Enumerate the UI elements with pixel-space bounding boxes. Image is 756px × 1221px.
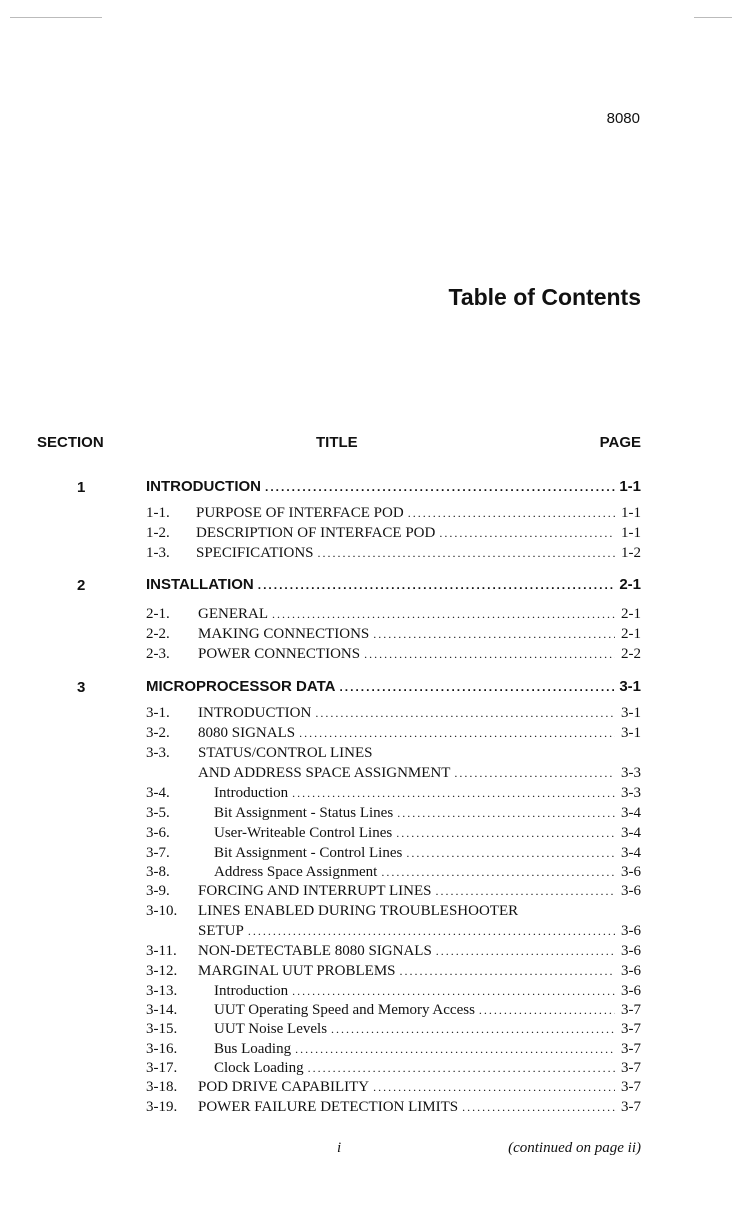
entry-number: 2-3.	[146, 646, 170, 662]
entry-number: 1-1.	[146, 505, 170, 521]
section-number: 3	[77, 679, 86, 696]
scan-edge-line	[694, 17, 732, 18]
toc-entry	[146, 825, 641, 845]
entry-page: 1-1	[621, 525, 641, 541]
entry-number: 3-12.	[146, 963, 178, 979]
entry-number: 3-13.	[146, 983, 178, 999]
toc-entry	[146, 1021, 641, 1041]
entry-page: 2-1	[621, 626, 641, 642]
dot-leader	[315, 706, 615, 721]
dot-leader	[265, 480, 615, 494]
entry-title: Bit Assignment - Status Lines	[214, 805, 394, 821]
entry-title: 8080 SIGNALS	[198, 725, 296, 741]
entry-page: 3-6	[621, 963, 641, 979]
toc-entry	[146, 1002, 641, 1022]
entry-title: MARGINAL UUT PROBLEMS	[198, 963, 396, 979]
entry-page: 1-1	[621, 505, 641, 521]
toc-section-entry	[146, 678, 641, 698]
entry-title: PURPOSE OF INTERFACE POD	[196, 505, 404, 521]
dot-leader	[381, 865, 615, 880]
dot-leader	[295, 1042, 615, 1057]
dot-leader	[373, 627, 615, 642]
toc-entry	[146, 626, 641, 646]
entry-page: 3-7	[621, 1060, 641, 1076]
dot-leader	[258, 578, 615, 592]
toc-entry	[146, 883, 641, 903]
toc-entry	[146, 1079, 641, 1099]
dot-leader	[436, 884, 616, 899]
column-header-title: TITLE	[316, 434, 358, 451]
entry-page: 3-1	[621, 705, 641, 721]
dot-leader	[331, 1022, 615, 1037]
entry-page: 3-6	[621, 923, 641, 939]
entry-page: 3-4	[621, 845, 641, 861]
entry-number: 1-2.	[146, 525, 170, 541]
entry-title: SPECIFICATIONS	[196, 545, 314, 561]
dot-leader	[364, 647, 615, 662]
dot-leader	[292, 984, 615, 999]
entry-number: 3-6.	[146, 825, 170, 841]
entry-number: 3-4.	[146, 785, 170, 801]
entry-title: Introduction	[214, 983, 289, 999]
entry-page: 3-4	[621, 805, 641, 821]
section-page: 1-1	[619, 478, 641, 495]
dot-leader	[396, 826, 615, 841]
toc-entry	[146, 745, 641, 765]
entry-title: GENERAL	[198, 606, 268, 622]
entry-page: 3-3	[621, 785, 641, 801]
entry-number: 1-3.	[146, 545, 170, 561]
entry-title: FORCING AND INTERRUPT LINES	[198, 883, 432, 899]
entry-page: 1-2	[621, 545, 641, 561]
dot-leader	[454, 766, 615, 781]
entry-number: 3-16.	[146, 1041, 178, 1057]
entry-title: LINES ENABLED DURING TROUBLESHOOTER	[198, 903, 519, 919]
dot-leader	[318, 546, 615, 561]
page-title: Table of Contents	[448, 284, 641, 310]
dot-leader	[436, 944, 615, 959]
entry-title: POD DRIVE CAPABILITY	[198, 1079, 370, 1095]
section-page: 3-1	[619, 678, 641, 695]
entry-number: 3-19.	[146, 1099, 178, 1115]
section-number: 2	[77, 577, 86, 594]
footer-page-number: i	[337, 1140, 342, 1156]
entry-number: 3-8.	[146, 864, 170, 880]
toc-entry	[146, 805, 641, 825]
column-header-section: SECTION	[37, 434, 104, 451]
dot-leader	[308, 1061, 615, 1076]
entry-page: 3-4	[621, 825, 641, 841]
toc-entry	[146, 646, 641, 666]
toc-entry-continuation	[146, 765, 641, 785]
toc-section-entry	[146, 576, 641, 596]
section-title: INSTALLATION	[146, 576, 254, 593]
dot-leader	[408, 506, 615, 521]
entry-page: 3-6	[621, 943, 641, 959]
entry-title: Bus Loading	[214, 1041, 292, 1057]
entry-number: 3-5.	[146, 805, 170, 821]
entry-title: Address Space Assignment	[214, 864, 378, 880]
dot-leader	[397, 806, 615, 821]
section-title: MICROPROCESSOR DATA	[146, 678, 336, 695]
entry-number: 3-7.	[146, 845, 170, 861]
dot-leader	[479, 1003, 615, 1018]
toc-entry	[146, 903, 641, 923]
entry-number: 3-15.	[146, 1021, 178, 1037]
dot-leader	[406, 846, 615, 861]
toc-entry	[146, 963, 641, 983]
entry-page: 3-7	[621, 1099, 641, 1115]
toc-entry-continuation	[146, 923, 641, 943]
dot-leader	[248, 924, 615, 939]
entry-number: 2-1.	[146, 606, 170, 622]
entry-title: POWER CONNECTIONS	[198, 646, 361, 662]
toc-entry	[146, 943, 641, 963]
section-number: 1	[77, 479, 86, 496]
entry-page: 3-7	[621, 1002, 641, 1018]
entry-title: MAKING CONNECTIONS	[198, 626, 370, 642]
entry-page: 3-7	[621, 1079, 641, 1095]
dot-leader	[339, 680, 615, 694]
entry-page: 3-7	[621, 1021, 641, 1037]
column-header-page: PAGE	[599, 434, 641, 451]
dot-leader	[299, 726, 615, 741]
toc-entry	[146, 525, 641, 545]
entry-title: STATUS/CONTROL LINES	[198, 745, 373, 761]
section-title: INTRODUCTION	[146, 478, 261, 495]
dot-leader	[373, 1080, 615, 1095]
entry-page: 3-1	[621, 725, 641, 741]
header-model-number: 8080	[606, 110, 640, 127]
toc-entry	[146, 545, 641, 565]
entry-number: 3-18.	[146, 1079, 178, 1095]
toc-entry	[146, 505, 641, 525]
section-page: 2-1	[619, 576, 641, 593]
entry-title: UUT Operating Speed and Memory Access	[214, 1002, 475, 1018]
scan-edge-line	[10, 17, 102, 18]
entry-title: User-Writeable Control Lines	[214, 825, 393, 841]
entry-title: DESCRIPTION OF INTERFACE POD	[196, 525, 436, 541]
toc-entry	[146, 785, 641, 805]
entry-page: 3-6	[621, 864, 641, 880]
toc-entry	[146, 1099, 641, 1119]
entry-title: SETUP	[198, 923, 244, 939]
dot-leader	[462, 1100, 615, 1115]
entry-page: 2-2	[621, 646, 641, 662]
entry-page: 3-3	[621, 765, 641, 781]
dot-leader	[272, 607, 615, 622]
entry-number: 3-1.	[146, 705, 170, 721]
entry-title: Clock Loading	[214, 1060, 304, 1076]
entry-number: 2-2.	[146, 626, 170, 642]
entry-title: INTRODUCTION	[198, 705, 312, 721]
entry-title: Introduction	[214, 785, 289, 801]
entry-number: 3-3.	[146, 745, 170, 761]
footer-continued-note: (continued on page ii)	[508, 1140, 641, 1156]
dot-leader	[400, 964, 615, 979]
toc-entry	[146, 1060, 641, 1080]
entry-number: 3-2.	[146, 725, 170, 741]
entry-title: Bit Assignment - Control Lines	[214, 845, 403, 861]
entry-number: 3-11.	[146, 943, 177, 959]
entry-number: 3-10.	[146, 903, 178, 919]
toc-entry	[146, 983, 641, 1003]
entry-title: AND ADDRESS SPACE ASSIGNMENT	[198, 765, 451, 781]
toc-entry	[146, 705, 641, 725]
toc-entry	[146, 1041, 641, 1061]
entry-page: 2-1	[621, 606, 641, 622]
dot-leader	[292, 786, 615, 801]
entry-number: 3-14.	[146, 1002, 178, 1018]
entry-title: POWER FAILURE DETECTION LIMITS	[198, 1099, 459, 1115]
entry-number: 3-9.	[146, 883, 170, 899]
toc-entry	[146, 864, 641, 884]
entry-page: 3-6	[621, 883, 641, 899]
entry-title: NON-DETECTABLE 8080 SIGNALS	[198, 943, 432, 959]
toc-section-entry	[146, 478, 641, 498]
dot-leader	[439, 526, 615, 541]
toc-entry	[146, 845, 641, 865]
toc-entry	[146, 606, 641, 626]
entry-number: 3-17.	[146, 1060, 178, 1076]
toc-entry	[146, 725, 641, 745]
entry-page: 3-6	[621, 983, 641, 999]
entry-title: UUT Noise Levels	[214, 1021, 328, 1037]
entry-page: 3-7	[621, 1041, 641, 1057]
